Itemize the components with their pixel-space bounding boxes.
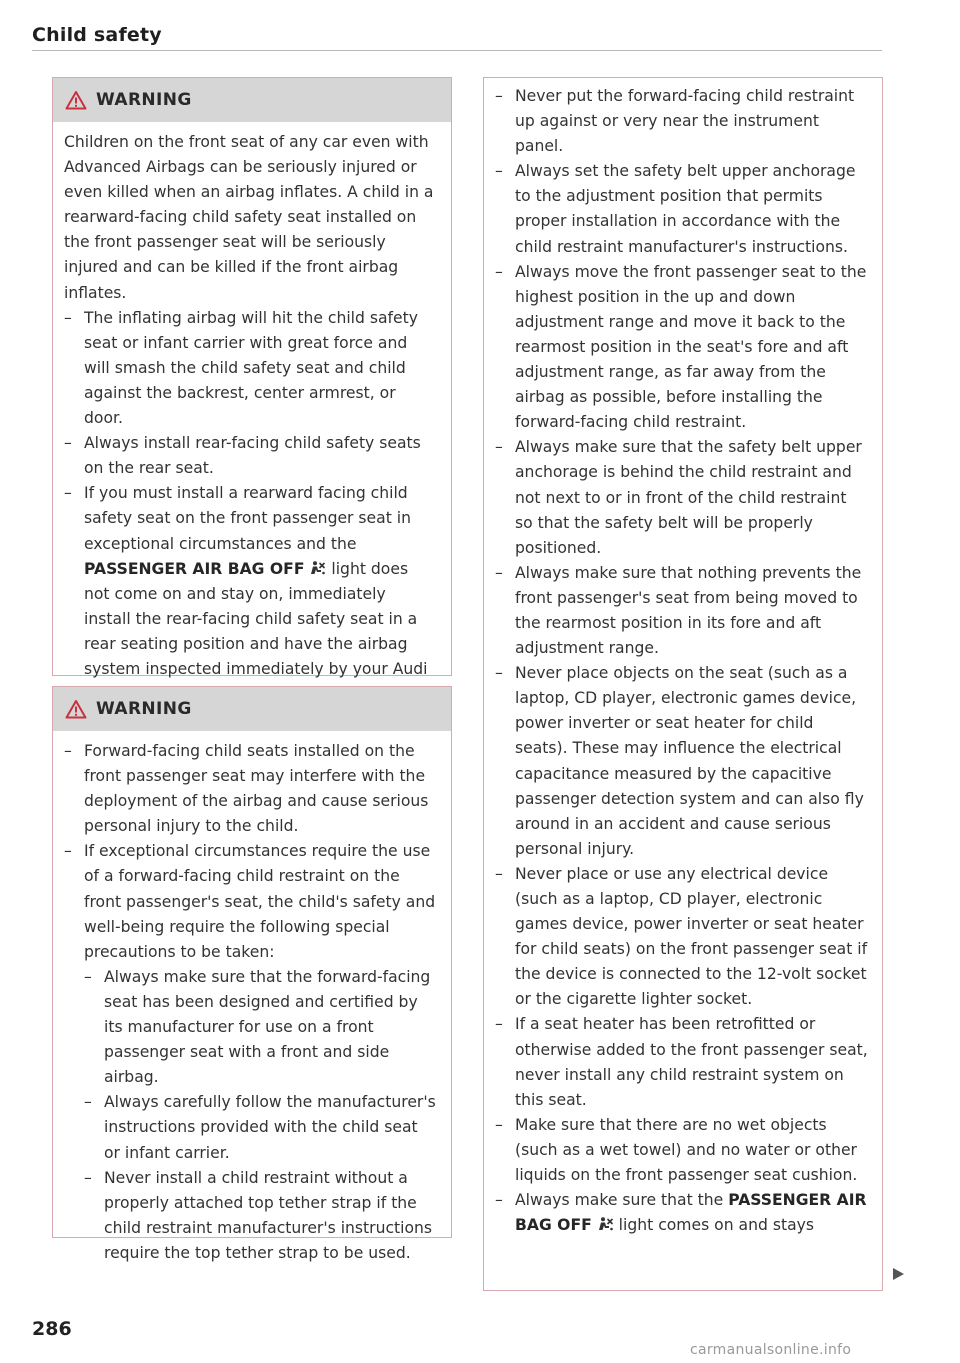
page-number: 286 — [32, 1318, 72, 1340]
list-item: – Always make sure that nothing prevents the front passenger's seat from being moved to the rearmost position in its fore and aft adjustment range. — [495, 561, 868, 661]
warning-triangle-icon — [65, 90, 87, 110]
warning-box-2 — [52, 686, 452, 1262]
list-item: – If a seat heater has been retrofitted or otherwise added to the front passenger seat, never install any child restraint system on this seat. — [495, 1012, 868, 1112]
warning-intro: Children on the front seat of any car even with Advanced Airbags can be seriously injured or even killed when an airbag inflates. A child in a rearward-facing child safety seat installed on the front passenger seat will be seriously injured and can be killed if the front airbag inflates. — [64, 133, 434, 302]
passenger-airbag-off-icon — [597, 1217, 614, 1231]
list-item: – Always set the safety belt upper anchorage to the adjustment position that permits proper installation in accordance with the child restraint manufacturer's instructions. — [495, 159, 868, 259]
list-item: – The inflating airbag will hit the child safety seat or infant carrier with great force and will smash the child safety seat and child against the backrest, center armrest, or door. — [64, 306, 437, 431]
list-item: – Always make sure that the PASSENGER AIR BAG OFF light comes on and stays — [495, 1188, 868, 1238]
warning-list — [495, 84, 868, 1238]
indicator-name: PASSENGER AIR BAG OFF — [84, 559, 305, 578]
warning-label: WARNING — [96, 699, 192, 719]
warning-content — [53, 731, 451, 1266]
footer-watermark: carmanualsonline.info — [690, 1342, 852, 1358]
warning-box-continued — [483, 77, 883, 1291]
sub-list — [84, 965, 437, 1266]
indicator-name: PASSENGER AIR BAG OFF — [515, 1191, 867, 1235]
sub-list-item: – Always make sure that the forward-facing seat has been designed and certified by its manufacturer for use on a front passenger seat with a front and side airbag. — [84, 965, 437, 1090]
warning-list — [64, 306, 437, 708]
list-item: – Forward-facing child seats installed on the front passenger seat may interfere with the deployment of the airbag and cause serious personal injury to the child. — [64, 739, 437, 839]
warning-content — [53, 122, 451, 707]
list-item: – Always move the front passenger seat to the highest position in the up and down adjustment range and move it back to the rearmost position in the seat's fore and aft adjustment range, as far away from the airbag as possible, before installing the forward-facing child restraint. — [495, 260, 868, 436]
continue-arrow-icon[interactable] — [893, 1268, 904, 1280]
warning-triangle-icon — [65, 699, 87, 719]
warning-header — [53, 78, 451, 122]
passenger-airbag-off-icon — [309, 561, 326, 575]
warning-label: WARNING — [96, 90, 192, 110]
warning-header — [53, 687, 451, 731]
list-item: – Never place objects on the seat (such as a laptop, CD player, electronic games device, power inverter or seat heater for child seats). These may influence the electrical capacitance measured by the capacitive passenger detection system and can also fly around in an accident and cause serious personal injury. — [495, 661, 868, 862]
list-item: – Make sure that there are no wet objects (such as a wet towel) and no water or other liquids on the front passenger seat cushion. — [495, 1113, 868, 1188]
warning-content — [484, 78, 882, 1238]
list-item: – Never put the forward-facing child restraint up against or very near the instrument panel. — [495, 84, 868, 159]
list-item: – If exceptional circumstances require the use of a forward-facing child restraint on the front passenger's seat, the child's safety and well-being require the following special precautions to be taken: – Always make sure that the forward-facing seat has been designed and certified by its manufacturer for use on a front passenger seat with a front and side airbag. – Always carefully follow the manufacturer's instructions provided with the child seat or infant carrier. – Never install a child restraint without a properly attached top tether strap if the child restraint manufacturer's instructions require the top tether strap to be used. — [64, 839, 437, 1266]
sub-list-item: – Never install a child restraint without a properly attached top tether strap if the child restraint manufacturer's instructions require the top tether strap to be used. — [84, 1166, 437, 1266]
list-item: – Always make sure that the safety belt upper anchorage is behind the child restraint and not next to or in front of the child restraint so that the safety belt will be properly positioned. — [495, 435, 868, 560]
list-item: – Always install rear-facing child safety seats on the rear seat. — [64, 431, 437, 481]
list-item: – If you must install a rearward facing child safety seat on the front passenger seat in exceptional circumstances and the PASSENGER AIR BAG OFF light does not come on and stay on, immediately install the rear-facing child safety seat in a rear seating position and have the airbag system inspected immediately by your Audi — [64, 481, 437, 707]
warning-box-1 — [52, 77, 452, 676]
sub-list-item: – Always carefully follow the manufacturer's instructions provided with the child seat or infant carrier. — [84, 1090, 437, 1165]
warning-list — [64, 739, 437, 1266]
title-divider — [32, 50, 882, 51]
list-item: – Never place or use any electrical device (such as a laptop, CD player, electronic games device, power inverter or seat heater for child seats) on the front passenger seat if the device is connected to the 12-volt socket or the cigarette lighter socket. — [495, 862, 868, 1013]
section-title: Child safety — [32, 24, 162, 46]
